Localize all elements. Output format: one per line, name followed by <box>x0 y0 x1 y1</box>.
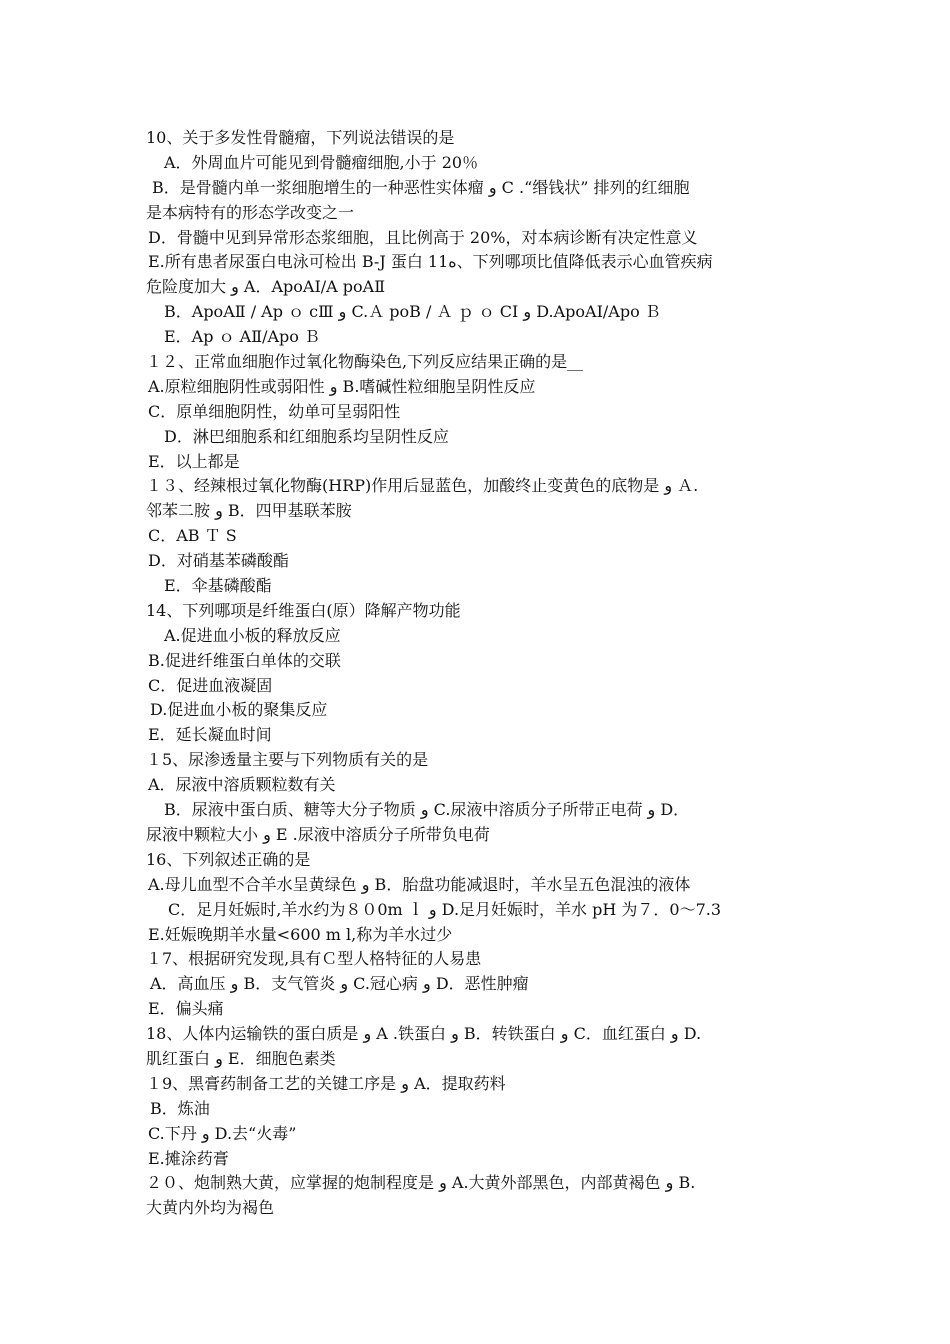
text-line: B．ApoAⅡ / Ap ｏ cⅢ و C.Ａ poB / Ａ ｐ ｏ CI و D.ApoAI/Apo Ｂ <box>164 302 661 322</box>
text-line: A.母儿血型不合羊水呈黄绿色 و B．胎盘功能减退时，羊水呈五色混浊的液体 <box>148 874 691 894</box>
text-line: １7、根据研究发现,具有Ｃ型人格特征的人易患 <box>146 949 482 969</box>
text-line: 14、下列哪项是纤维蛋白(原）降解产物功能 <box>146 600 461 620</box>
text-line: １２、正常血细胞作过氧化物酶染色,下列反应结果正确的是__ <box>146 352 584 372</box>
text-line: 是本病特有的形态学改变之一 <box>146 202 355 222</box>
text-line: １5、尿渗透量主要与下列物质有关的是 <box>146 750 429 770</box>
text-line: E．延长凝血时间 <box>148 725 272 745</box>
text-line: D．骨髓中见到异常形态浆细胞，且比例高于 20%，对本病诊断有决定性意义 <box>148 227 698 247</box>
document-body <box>146 126 816 1221</box>
text-line: D.促进血小板的聚集反应 <box>150 700 328 720</box>
text-line: 尿液中颗粒大小 و E .尿液中溶质分子所带负电荷 <box>146 824 490 844</box>
text-line: 大黄内外均为褐色 <box>146 1198 275 1218</box>
text-line: C．AB Ｔ S <box>148 526 237 546</box>
text-line: C．足月妊娠时,羊水约为８０0m ｌ و D.足月妊娠时，羊水 pH 为７．0～7.3 <box>168 899 722 919</box>
text-line: C．促进血液凝固 <box>148 675 273 695</box>
text-line: A．外周血片可能见到骨髓瘤细胞,小于 20％ <box>164 152 479 172</box>
text-line: １9、黑膏药制备工艺的关键工序是 و A．提取药料 <box>146 1073 506 1093</box>
text-line: A．高血压 و B．支气管炎 و C.冠心病 و D．恶性肿瘤 <box>150 974 529 994</box>
text-line: A.原粒细胞阴性或弱阳性 و B.嗜碱性粒细胞呈阴性反应 <box>148 376 536 396</box>
text-line: E.所有患者尿蛋白电泳可检出 B-J 蛋白 11ﻩ、下列哪项比值降低表示心血管疾病 <box>148 252 713 272</box>
text-line: E．以上都是 <box>148 451 240 471</box>
text-line: １３、经辣根过氧化物酶(HRP)作用后显蓝色，加酸终止变黄色的底物是 و Ａ. <box>146 476 699 496</box>
text-line: E．伞基磷酸酯 <box>164 576 272 596</box>
text-line: ２０、炮制熟大黄，应掌握的炮制程度是 و A.大黄外部黑色，内部黄褐色 و B. <box>146 1173 696 1193</box>
text-line: E.摊涂药膏 <box>148 1148 229 1168</box>
text-line: 18、人体内运输铁的蛋白质是 و A .铁蛋白 و B．转铁蛋白 و C．血红蛋白 و D. <box>146 1024 702 1044</box>
text-line: D．对硝基苯磷酸酯 <box>148 551 289 571</box>
text-line: B.促进纤维蛋白单体的交联 <box>148 650 341 670</box>
text-line: E.妊娠晚期羊水量<600 m l,称为羊水过少 <box>148 924 453 944</box>
text-line: 16、下列叙述正确的是 <box>146 849 311 869</box>
text-line: E．Ap ｏ AⅡ/Apo Ｂ <box>164 327 320 347</box>
text-line: 邻苯二胺 و B．四甲基联苯胺 <box>146 501 352 521</box>
text-line: B．是骨髓内单一浆细胞增生的一种恶性实体瘤 و C .“缗钱状” 排列的红细胞 <box>152 177 690 197</box>
text-line: B．尿液中蛋白质、糖等大分子物质 و C.尿液中溶质分子所带正电荷 و D． <box>164 800 690 820</box>
text-line: 肌红蛋白 و E．细胞色素类 <box>146 1048 336 1068</box>
text-line: B．炼油 <box>150 1098 210 1118</box>
text-line: D．淋巴细胞系和红细胞系均呈阴性反应 <box>164 426 449 446</box>
text-line: C.下丹 و D.去“火毒” <box>148 1123 297 1143</box>
text-line: E．偏头痛 <box>148 999 224 1019</box>
text-line: A．尿液中溶质颗粒数有关 <box>148 775 336 795</box>
text-line: A.促进血小板的释放反应 <box>164 625 341 645</box>
text-line: 10、关于多发性骨髓瘤，下列说法错误的是 <box>146 128 455 147</box>
text-line: 危险度加大 و A．ApoAI/A poAⅡ <box>146 277 386 297</box>
text-line: C．原单细胞阴性，幼单可呈弱阳性 <box>148 401 401 421</box>
